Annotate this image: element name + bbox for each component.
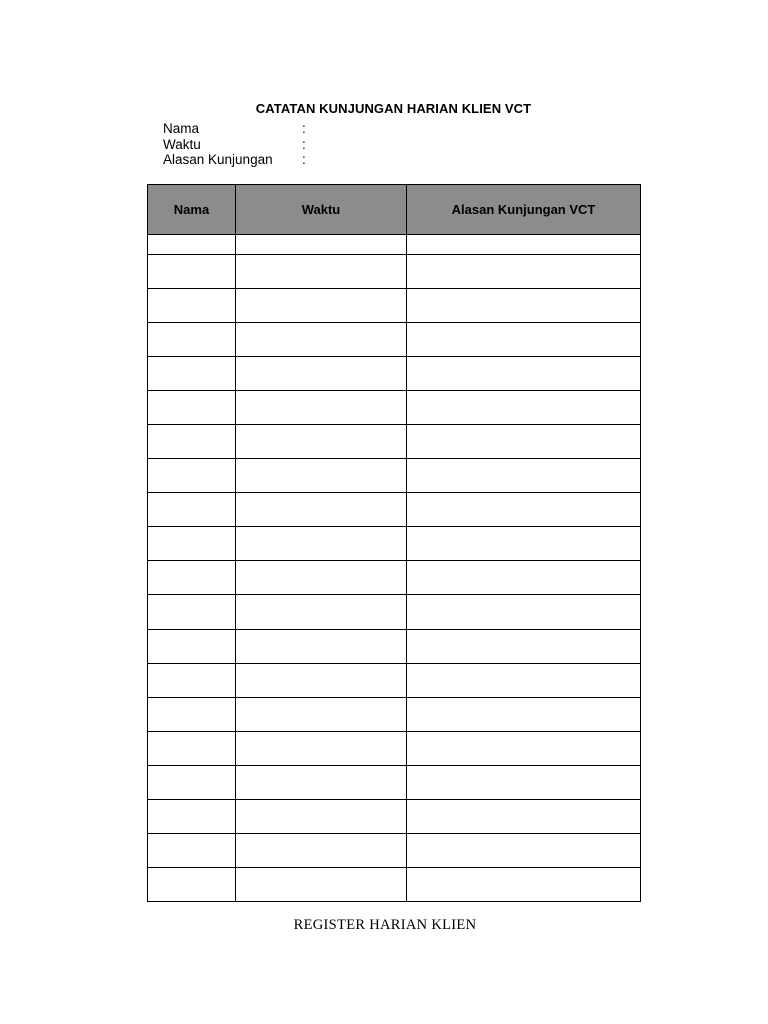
table-row: [148, 731, 641, 765]
table-cell-nama: [148, 697, 236, 731]
table-cell-nama: [148, 323, 236, 357]
table-cell-waktu: [236, 867, 407, 901]
table-cell-alasan: [407, 255, 641, 289]
table-row: [148, 255, 641, 289]
table-cell-nama: [148, 663, 236, 697]
table-cell-alasan: [407, 357, 641, 391]
table-cell-waktu: [236, 663, 407, 697]
table-cell-waktu: [236, 561, 407, 595]
table-cell-waktu: [236, 731, 407, 765]
table-cell-nama: [148, 425, 236, 459]
table-row: [148, 357, 641, 391]
table-cell-waktu: [236, 391, 407, 425]
table-cell-alasan: [407, 731, 641, 765]
table-cell-nama: [148, 867, 236, 901]
table-cell-waktu: [236, 255, 407, 289]
table-row: [148, 867, 641, 901]
table-cell-waktu: [236, 289, 407, 323]
table-cell-nama: [148, 391, 236, 425]
table-cell-nama: [148, 595, 236, 629]
table-body: [148, 235, 641, 902]
table-cell-alasan: [407, 799, 641, 833]
field-row-nama: [163, 121, 312, 137]
table-cell-waktu: [236, 765, 407, 799]
table-row: [148, 527, 641, 561]
table-cell-waktu: [236, 833, 407, 867]
table-cell-alasan: [407, 629, 641, 663]
table-cell-nama: [148, 235, 236, 255]
register-table: [147, 184, 641, 902]
table-cell-nama: [148, 833, 236, 867]
table-cell-waktu: [236, 357, 407, 391]
table-cell-nama: [148, 731, 236, 765]
field-row-alasan: [163, 152, 312, 168]
table-row: [148, 663, 641, 697]
table-cell-waktu: [236, 459, 407, 493]
field-row-waktu: [163, 137, 312, 153]
table-row: [148, 561, 641, 595]
table-cell-alasan: [407, 235, 641, 255]
table-row: [148, 595, 641, 629]
table-cell-alasan: [407, 697, 641, 731]
table-cell-nama: [148, 799, 236, 833]
table-row: [148, 493, 641, 527]
table-cell-waktu: [236, 799, 407, 833]
table-header-row: [148, 185, 641, 235]
table-cell-alasan: [407, 595, 641, 629]
table-cell-alasan: [407, 561, 641, 595]
table-cell-nama: [148, 459, 236, 493]
header-cell-waktu: Waktu: [236, 185, 407, 235]
document-title: CATATAN KUNJUNGAN HARIAN KLIEN VCT: [255, 101, 532, 116]
table-row: [148, 425, 641, 459]
table-cell-nama: [148, 527, 236, 561]
table-cell-waktu: [236, 697, 407, 731]
document-footer: REGISTER HARIAN KLIEN: [293, 917, 477, 933]
table-cell-alasan: [407, 867, 641, 901]
field-label-waktu: Waktu: [163, 136, 201, 152]
table-cell-alasan: [407, 323, 641, 357]
table-row: [148, 629, 641, 663]
field-separator-alasan: :: [302, 152, 306, 167]
field-separator-waktu: :: [302, 136, 306, 152]
header-fields: [163, 121, 312, 168]
table-cell-alasan: [407, 289, 641, 323]
table-row: [148, 391, 641, 425]
table-cell-waktu: [236, 235, 407, 255]
table-row: [148, 323, 641, 357]
table-cell-nama: [148, 629, 236, 663]
table-cell-waktu: [236, 629, 407, 663]
table-cell-nama: [148, 289, 236, 323]
table-row: [148, 289, 641, 323]
table-row: [148, 833, 641, 867]
header-cell-nama: Nama: [148, 185, 236, 235]
table-cell-waktu: [236, 425, 407, 459]
table-row: [148, 765, 641, 799]
table-cell-waktu: [236, 323, 407, 357]
table-cell-alasan: [407, 459, 641, 493]
table-cell-alasan: [407, 527, 641, 561]
field-label-nama: Nama: [163, 121, 200, 136]
field-separator-nama: :: [302, 121, 306, 136]
table-row: [148, 799, 641, 833]
header-cell-alasan: Alasan Kunjungan VCT: [407, 185, 641, 235]
table-row: [148, 697, 641, 731]
table-cell-nama: [148, 561, 236, 595]
table-cell-alasan: [407, 833, 641, 867]
table-row: [148, 459, 641, 493]
table-cell-nama: [148, 765, 236, 799]
table-cell-nama: [148, 255, 236, 289]
table-cell-alasan: [407, 493, 641, 527]
table-cell-waktu: [236, 493, 407, 527]
table-cell-alasan: [407, 663, 641, 697]
table-cell-nama: [148, 493, 236, 527]
table-cell-alasan: [407, 765, 641, 799]
table-cell-alasan: [407, 391, 641, 425]
table-row: [148, 235, 641, 255]
table-cell-waktu: [236, 527, 407, 561]
table-cell-nama: [148, 357, 236, 391]
field-label-alasan: Alasan Kunjungan: [163, 152, 273, 167]
table-cell-waktu: [236, 595, 407, 629]
table-cell-alasan: [407, 425, 641, 459]
